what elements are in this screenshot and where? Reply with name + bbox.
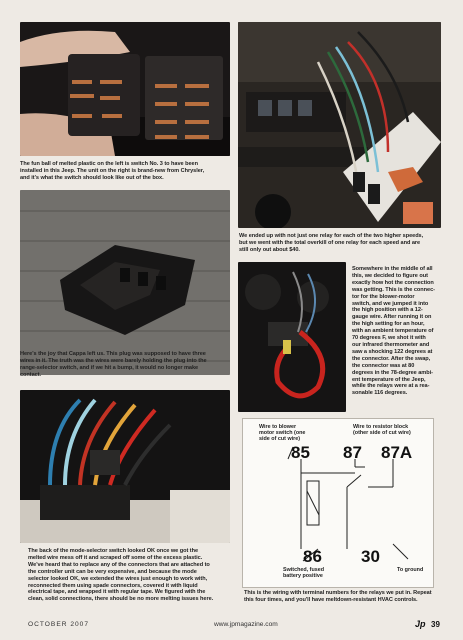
caption-line: while the relays were at a rea-: [352, 383, 430, 390]
caption-line: the high setting for an hour,: [352, 321, 425, 328]
note-line: motor switch (one: [259, 430, 306, 437]
caption-line: contact.: [20, 371, 42, 378]
caption-line: still only out about $40.: [239, 246, 300, 253]
note-line: Switched, fused: [283, 567, 325, 573]
caption-line: tor for the blower-motor: [352, 293, 415, 300]
terminal-30: 30: [361, 547, 380, 566]
caption-line: The fun ball of melted plastic on the left is switch No. 3 to have been: [20, 161, 198, 167]
caption-line: gauge wire. After running it on: [352, 314, 432, 321]
caption-wiring-diagram: [244, 590, 444, 604]
caption-line: saw a shocking 122 degrees at: [352, 348, 433, 355]
issue-date: OCTOBER 2007: [28, 621, 89, 628]
caption-line: melted wire mess off it and scraped off some of the excess plastic.: [28, 554, 203, 561]
caption-line: Somewhere in the middle of all: [352, 266, 433, 272]
caption-line: was getting. This is the connec-: [352, 286, 435, 293]
note-ground: To ground: [397, 567, 424, 573]
caption-line: clean, solid connections, there should be no more melting issues here.: [28, 596, 214, 603]
website-url: www.jpmagazine.com: [214, 621, 278, 628]
note-resistor-wire: [353, 424, 411, 436]
caption-line: our infrared thermometer and: [352, 341, 430, 348]
caption-line: This is the wiring with terminal numbers for the relays we put in. Repeat: [244, 590, 432, 596]
photo-melted-switch: [20, 22, 230, 156]
caption-line: the controller unit can be very expensive, and because the mode: [28, 568, 197, 575]
caption-line: the connector was at 80: [352, 362, 415, 369]
caption-melted-plug: [20, 351, 232, 379]
note-line: Wire to resistor block: [353, 424, 409, 430]
note-battery-positive: [283, 567, 324, 579]
terminal-87a: 87A: [381, 443, 413, 462]
note-line: side of cut wire): [259, 436, 301, 443]
caption-line: degrees in the 78-degree ambi-: [352, 369, 433, 376]
caption-line: ent temperature of the Jeep,: [352, 376, 426, 383]
caption-line: wires in it. The truth was the wires were barely holding the plug into the: [20, 357, 207, 364]
caption-line: this, we decided to figure out: [352, 272, 428, 279]
caption-line: this four times, and you'll have meltdown-resistant HVAC controls.: [244, 596, 418, 603]
note-blower-wire: [259, 424, 305, 443]
caption-line: We ended up with not just one relay for each of the two higher speeds,: [239, 233, 424, 239]
caption-line: electrical tape, and wrapped it with regular tape. We figured with the: [28, 589, 206, 596]
caption-line: and it's what the switch should look like out of the box.: [20, 174, 164, 181]
brand-logo: Jp: [415, 619, 426, 629]
note-line: (other side of cut wire): [353, 430, 411, 437]
caption-line: exactly how hot the connection: [352, 279, 434, 286]
note-line: battery positive: [283, 573, 323, 580]
terminal-86: 86: [303, 547, 322, 566]
caption-line: Here's the joy that Cappa left us. This plug was supposed to have three: [20, 351, 206, 357]
caption-mode-selector: [28, 548, 243, 603]
note-line: Wire to blower: [259, 424, 297, 430]
caption-line: The back of the mode-selector switch looked OK once we got the: [28, 548, 199, 554]
caption-line: sonable 116 degrees.: [352, 390, 408, 397]
caption-blower-connector: [352, 266, 447, 397]
caption-line: installed in this Jeep. The unit on the right is brand-new from Chrysler,: [20, 167, 205, 174]
relay-wiring-diagram: [242, 418, 434, 588]
photo-relays-dash: [238, 22, 441, 228]
caption-line: the connector. After the swap,: [352, 355, 431, 362]
page-number: 39: [431, 620, 440, 629]
caption-line: reconnected them using spade connectors, covered it with liquid: [28, 582, 198, 589]
caption-line: switch, and we jumped it into: [352, 300, 429, 307]
terminal-87: 87: [343, 443, 362, 462]
terminal-85: 85: [291, 443, 310, 462]
caption-line: We've heard that to replace any of the connectors that are attached to: [28, 561, 210, 568]
caption-line: 70 degrees F, we shot it with: [352, 335, 426, 342]
photo-mode-selector: [20, 390, 230, 543]
caption-line: with an ambient temperature of: [352, 328, 434, 335]
photo-blower-connector: [238, 262, 346, 412]
caption-relays-dash: [239, 233, 443, 254]
caption-melted-switch: [20, 161, 232, 182]
photo-melted-plug: [20, 190, 230, 375]
caption-line: selector looked OK, we extended the wires just enough to work with,: [28, 575, 208, 582]
caption-line: but we went with the total overkill of one relay for each speed and are: [239, 239, 421, 246]
caption-line: range-selector switch, and if we hit a bump, it would no longer make: [20, 364, 199, 371]
caption-line: the high position with a 12-: [352, 307, 423, 314]
